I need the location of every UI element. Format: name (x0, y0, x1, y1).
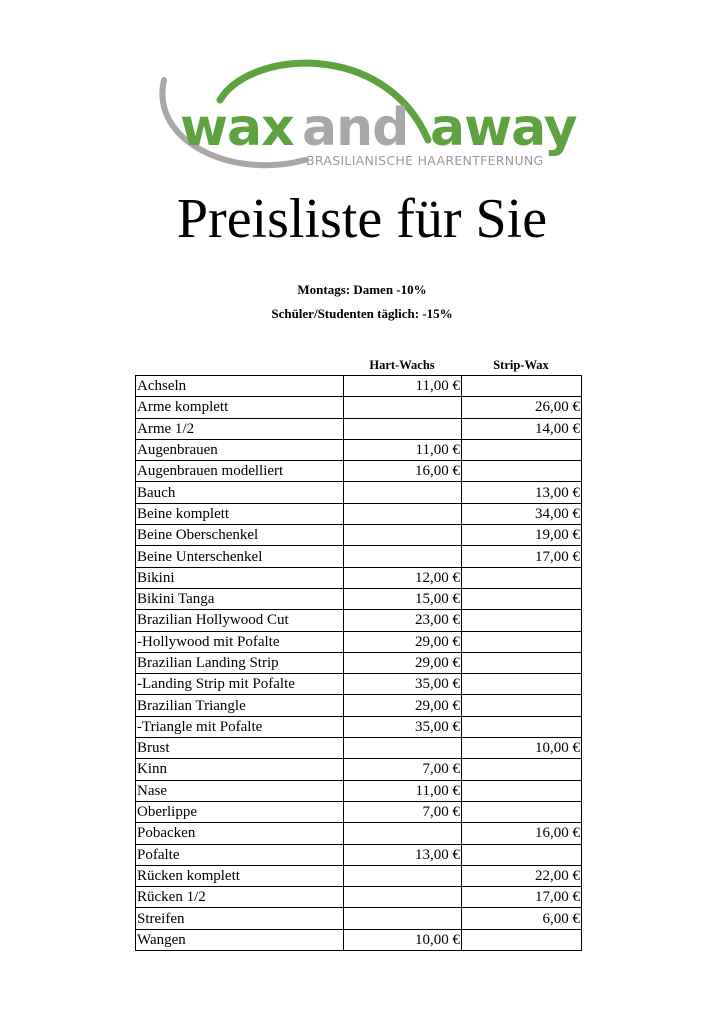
table-row (136, 738, 582, 759)
table-row (136, 780, 582, 801)
table-row (136, 376, 582, 397)
table-row (136, 674, 582, 695)
hart-wachs-price: 12,00 € (344, 567, 462, 588)
hart-wachs-price: 23,00 € (344, 610, 462, 631)
treatment-name: Brazilian Triangle (136, 695, 344, 716)
treatment-name: Wangen (136, 929, 344, 950)
strip-wax-price (462, 780, 582, 801)
strip-wax-price (462, 631, 582, 652)
hart-wachs-price: 29,00 € (344, 695, 462, 716)
strip-wax-price (462, 695, 582, 716)
treatment-name: Kinn (136, 759, 344, 780)
table-row (136, 418, 582, 439)
page-title: Preisliste für Sie (176, 188, 548, 250)
hart-wachs-price (344, 397, 462, 418)
column-header-strip-wax: Strip-Wax (493, 358, 549, 372)
hart-wachs-price: 7,00 € (344, 759, 462, 780)
strip-wax-price: 14,00 € (462, 418, 582, 439)
hart-wachs-price (344, 823, 462, 844)
strip-wax-price (462, 844, 582, 865)
treatment-name: Achseln (136, 376, 344, 397)
treatment-name: Beine Unterschenkel (136, 546, 344, 567)
treatment-name: -Hollywood mit Pofalte (136, 631, 344, 652)
hart-wachs-price (344, 887, 462, 908)
strip-wax-price (462, 801, 582, 822)
treatment-name: Bikini (136, 567, 344, 588)
treatment-name: -Landing Strip mit Pofalte (136, 674, 344, 695)
hart-wachs-price (344, 738, 462, 759)
hart-wachs-price (344, 482, 462, 503)
discount-students: Schüler/Studenten täglich: -15% (271, 306, 453, 321)
strip-wax-price (462, 461, 582, 482)
treatment-name: Augenbrauen (136, 439, 344, 460)
hart-wachs-price: 35,00 € (344, 674, 462, 695)
treatment-name: Bikini Tanga (136, 588, 344, 609)
treatment-name: Arme 1/2 (136, 418, 344, 439)
logo-word-away: away (430, 98, 577, 158)
treatment-name: Nase (136, 780, 344, 801)
strip-wax-price: 16,00 € (462, 823, 582, 844)
treatment-name: Arme komplett (136, 397, 344, 418)
treatment-name: Pofalte (136, 844, 344, 865)
hart-wachs-price: 10,00 € (344, 929, 462, 950)
treatment-name: Pobacken (136, 823, 344, 844)
price-table-body (136, 376, 582, 951)
treatment-name: Brazilian Landing Strip (136, 652, 344, 673)
strip-wax-price (462, 716, 582, 737)
table-row (136, 929, 582, 950)
treatment-name: Beine komplett (136, 503, 344, 524)
table-row (136, 759, 582, 780)
hart-wachs-price: 11,00 € (344, 376, 462, 397)
hart-wachs-price: 29,00 € (344, 652, 462, 673)
strip-wax-price: 26,00 € (462, 397, 582, 418)
table-row (136, 695, 582, 716)
strip-wax-price: 19,00 € (462, 525, 582, 546)
hart-wachs-price (344, 503, 462, 524)
table-row (136, 844, 582, 865)
discount-monday: Montags: Damen -10% (297, 282, 427, 297)
hart-wachs-price: 13,00 € (344, 844, 462, 865)
treatment-name: Streifen (136, 908, 344, 929)
strip-wax-price: 6,00 € (462, 908, 582, 929)
hart-wachs-price (344, 865, 462, 886)
table-row (136, 503, 582, 524)
table-row (136, 801, 582, 822)
hart-wachs-price (344, 418, 462, 439)
table-row (136, 631, 582, 652)
strip-wax-price (462, 610, 582, 631)
hart-wachs-price: 11,00 € (344, 780, 462, 801)
strip-wax-price: 17,00 € (462, 887, 582, 908)
table-row (136, 823, 582, 844)
strip-wax-price (462, 652, 582, 673)
hart-wachs-price: 29,00 € (344, 631, 462, 652)
strip-wax-price: 10,00 € (462, 738, 582, 759)
table-row (136, 482, 582, 503)
treatment-name: -Triangle mit Pofalte (136, 716, 344, 737)
treatment-name: Oberlippe (136, 801, 344, 822)
hart-wachs-price: 11,00 € (344, 439, 462, 460)
table-row (136, 397, 582, 418)
strip-wax-price (462, 674, 582, 695)
strip-wax-price: 22,00 € (462, 865, 582, 886)
column-header-hart-wachs: Hart-Wachs (369, 358, 435, 372)
logo-word-wax: wax (180, 98, 294, 158)
strip-wax-price: 34,00 € (462, 503, 582, 524)
table-row (136, 461, 582, 482)
table-row (136, 652, 582, 673)
hart-wachs-price (344, 546, 462, 567)
brand-logo (150, 40, 590, 190)
hart-wachs-price: 7,00 € (344, 801, 462, 822)
treatment-name: Rücken komplett (136, 865, 344, 886)
strip-wax-price (462, 759, 582, 780)
table-row (136, 439, 582, 460)
treatment-name: Augenbrauen modelliert (136, 461, 344, 482)
treatment-name: Brust (136, 738, 344, 759)
strip-wax-price (462, 376, 582, 397)
table-row (136, 610, 582, 631)
hart-wachs-price: 35,00 € (344, 716, 462, 737)
strip-wax-price (462, 439, 582, 460)
strip-wax-price: 13,00 € (462, 482, 582, 503)
table-row (136, 525, 582, 546)
hart-wachs-price (344, 525, 462, 546)
treatment-name: Rücken 1/2 (136, 887, 344, 908)
treatment-name: Bauch (136, 482, 344, 503)
strip-wax-price (462, 588, 582, 609)
treatment-name: Beine Oberschenkel (136, 525, 344, 546)
logo-word-and: and (302, 98, 409, 158)
hart-wachs-price (344, 908, 462, 929)
strip-wax-price (462, 567, 582, 588)
treatment-name: Brazilian Hollywood Cut (136, 610, 344, 631)
hart-wachs-price: 15,00 € (344, 588, 462, 609)
logo-tagline: BRASILIANISCHE HAARENTFERNUNG (306, 153, 544, 168)
price-table (135, 375, 582, 951)
table-row (136, 716, 582, 737)
table-row (136, 865, 582, 886)
table-row (136, 588, 582, 609)
hart-wachs-price: 16,00 € (344, 461, 462, 482)
strip-wax-price (462, 929, 582, 950)
table-row (136, 908, 582, 929)
table-row (136, 567, 582, 588)
table-row (136, 546, 582, 567)
strip-wax-price: 17,00 € (462, 546, 582, 567)
table-row (136, 887, 582, 908)
